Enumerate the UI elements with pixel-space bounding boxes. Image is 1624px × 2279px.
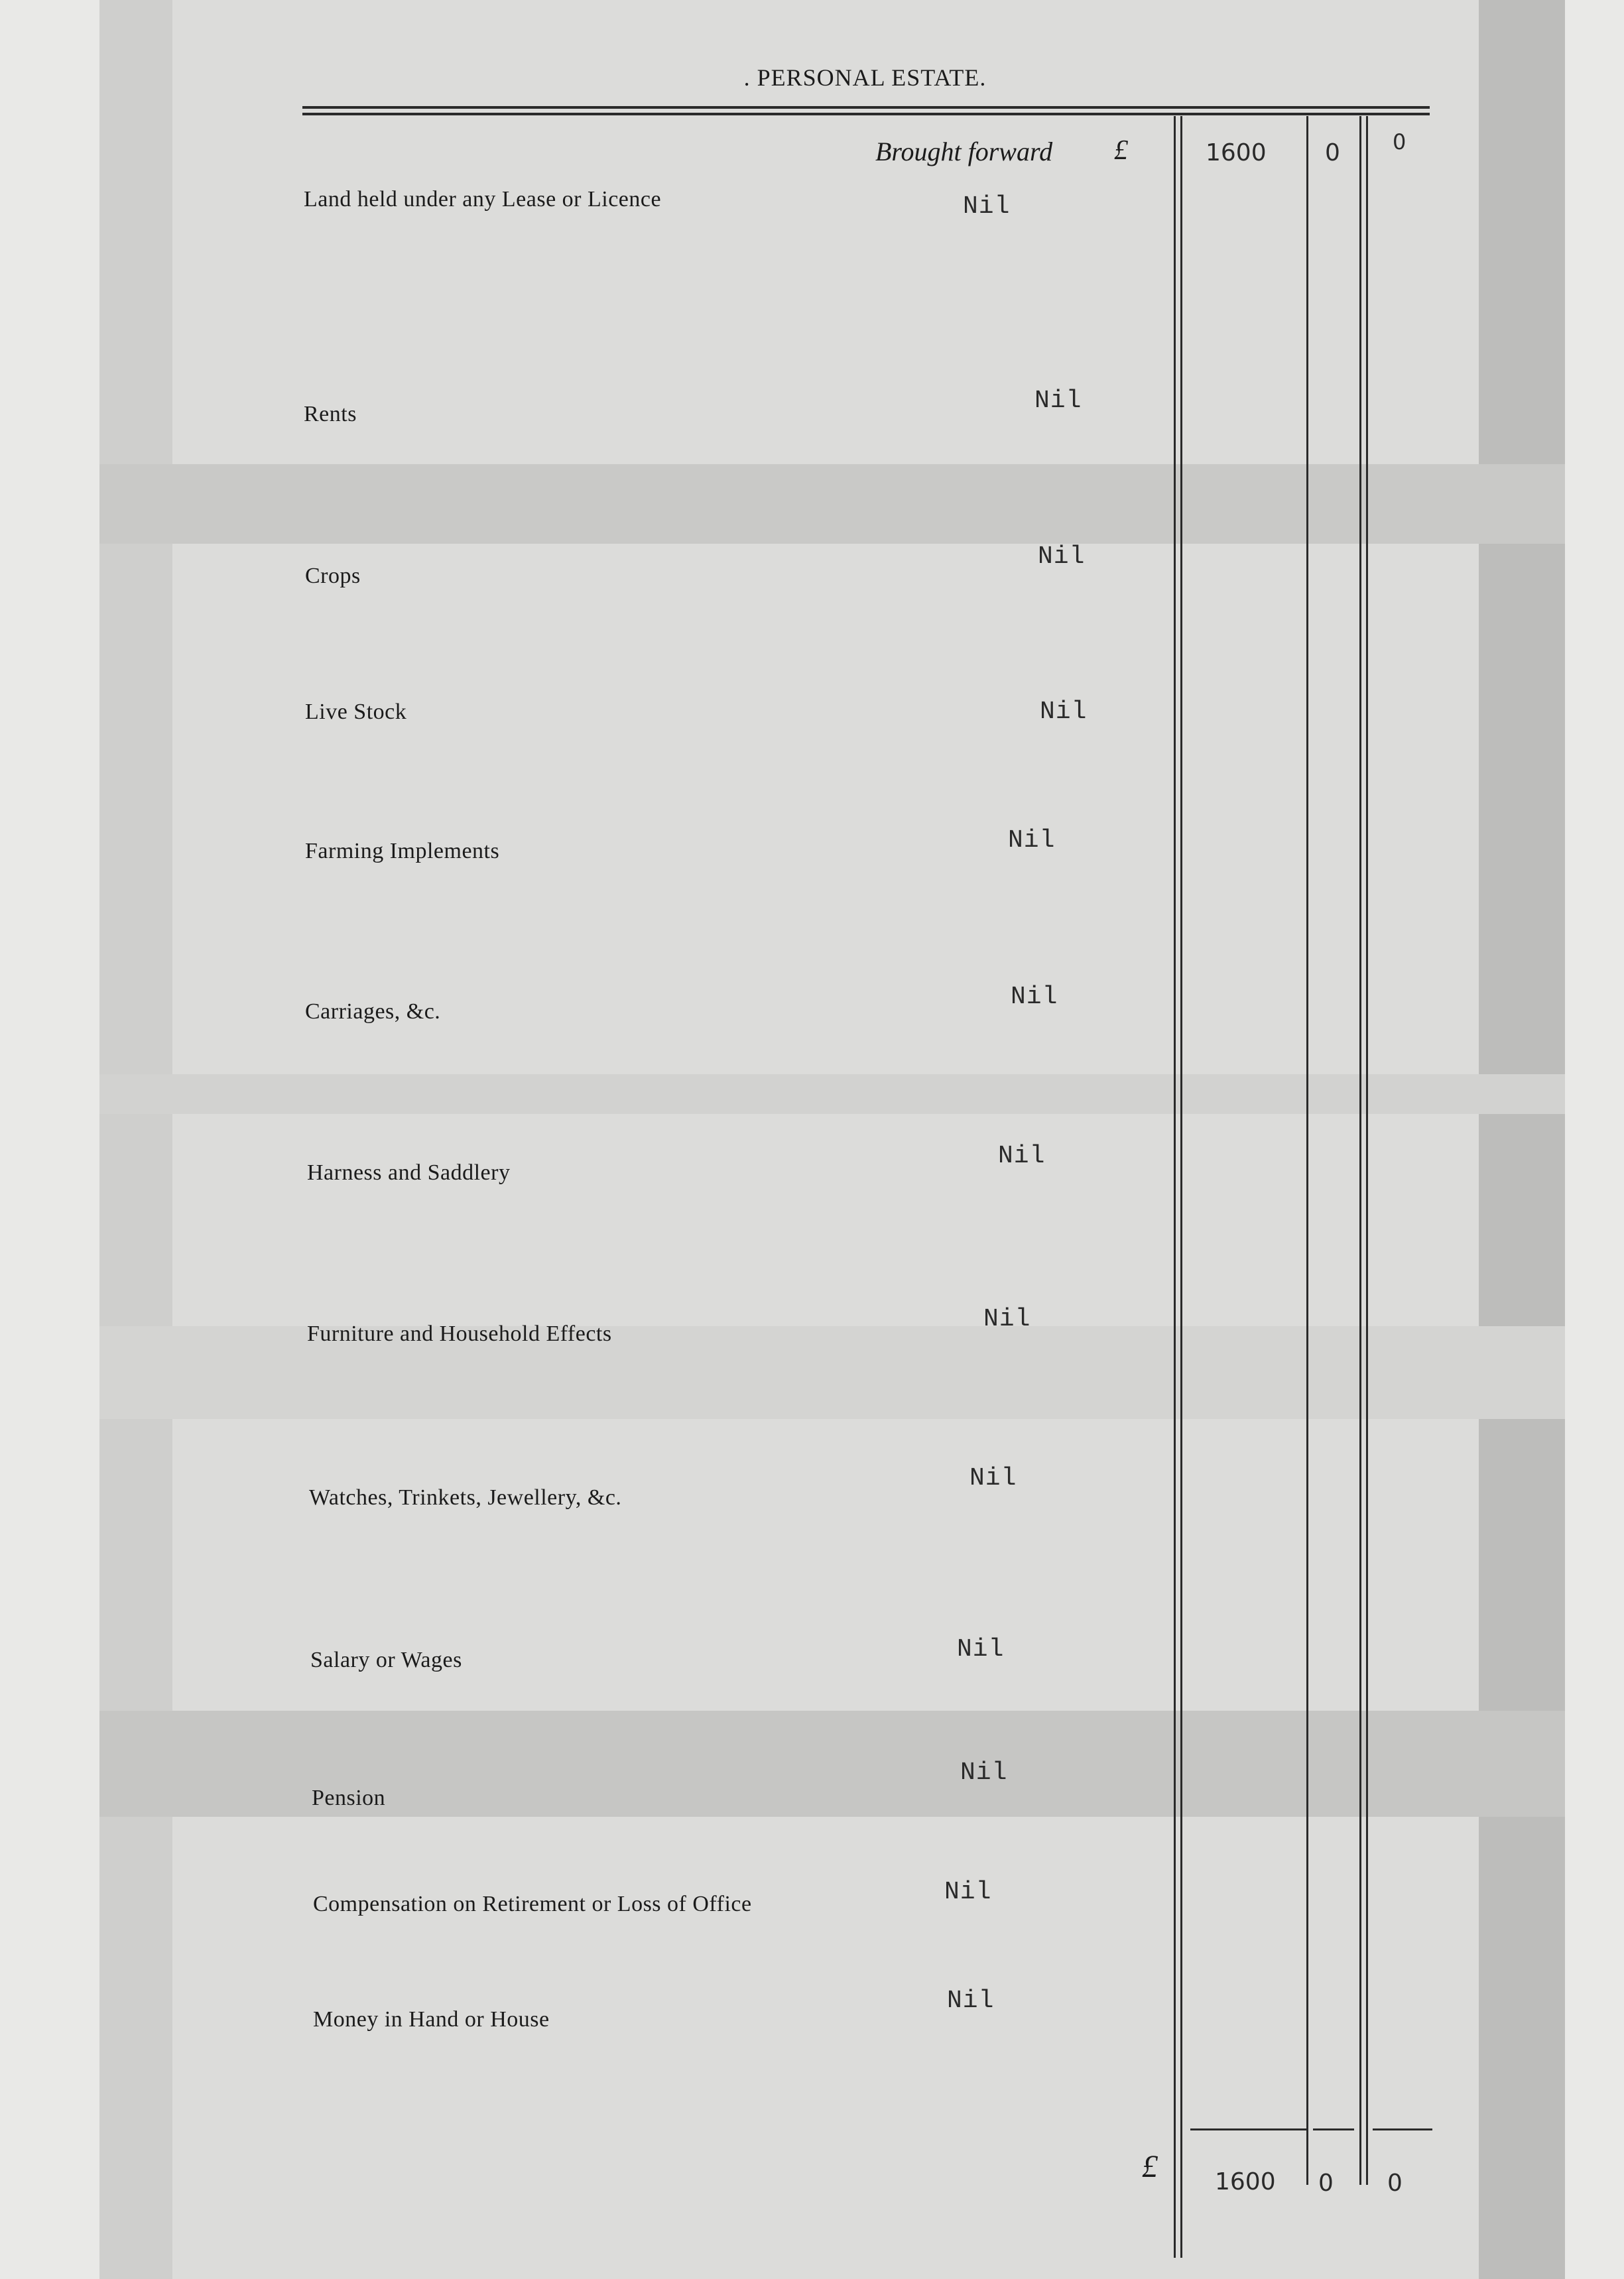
item-value: Nil bbox=[957, 1635, 1005, 1664]
item-label: Pension bbox=[312, 1786, 386, 1810]
item-value: Nil bbox=[960, 1758, 1008, 1787]
item-value: Nil bbox=[1034, 387, 1082, 415]
total-currency: £ bbox=[1142, 2149, 1158, 2184]
total-pence: 0 bbox=[1387, 2170, 1403, 2197]
total-rule bbox=[1313, 2128, 1354, 2130]
item-value: Nil bbox=[1038, 542, 1086, 571]
item-label: Crops bbox=[305, 564, 361, 588]
item-label: Farming Implements bbox=[305, 839, 500, 863]
header-rule bbox=[302, 106, 1430, 109]
brought-forward-shillings: 0 bbox=[1325, 139, 1340, 166]
total-rule bbox=[1190, 2128, 1306, 2130]
item-value: Nil bbox=[944, 1878, 992, 1906]
item-value: Nil bbox=[1011, 983, 1058, 1011]
header-rule bbox=[302, 113, 1430, 115]
item-value: Nil bbox=[983, 1305, 1031, 1333]
total-shillings: 0 bbox=[1318, 2170, 1334, 2197]
scan-band bbox=[99, 1074, 1565, 1114]
column-rule bbox=[1180, 116, 1182, 2258]
document-page bbox=[99, 0, 1565, 2279]
brought-forward-pounds: 1600 bbox=[1206, 139, 1267, 166]
item-label: Land held under any Lease or Licence bbox=[304, 187, 662, 212]
item-value: Nil bbox=[1008, 826, 1056, 855]
total-pounds: 1600 bbox=[1215, 2168, 1276, 2195]
item-value: Nil bbox=[969, 1464, 1017, 1493]
item-value: Nil bbox=[998, 1142, 1046, 1170]
item-value: Nil bbox=[947, 1987, 995, 2015]
brought-forward-pence: 0 bbox=[1393, 129, 1406, 154]
brought-forward-label: Brought forward bbox=[875, 137, 1053, 166]
item-label: Harness and Saddlery bbox=[307, 1160, 511, 1185]
page-shadow-right bbox=[1479, 0, 1565, 2279]
total-rule bbox=[1373, 2128, 1432, 2130]
item-label: Money in Hand or House bbox=[313, 2007, 550, 2032]
item-label: Furniture and Household Effects bbox=[307, 1322, 612, 1346]
page-shadow-left bbox=[99, 0, 172, 2279]
item-label: Rents bbox=[304, 402, 357, 426]
item-label: Compensation on Retirement or Loss of Office bbox=[313, 1892, 752, 1916]
item-value: Nil bbox=[1040, 698, 1088, 726]
item-label: Carriages, &c. bbox=[305, 999, 441, 1024]
column-rule bbox=[1306, 116, 1308, 2185]
scan-band bbox=[99, 464, 1565, 544]
column-rule bbox=[1366, 116, 1368, 2185]
brought-forward-currency: £ bbox=[1114, 135, 1128, 166]
item-label: Watches, Trinkets, Jewellery, &c. bbox=[309, 1485, 622, 1510]
item-value: Nil bbox=[963, 192, 1011, 221]
item-label: Salary or Wages bbox=[310, 1648, 462, 1672]
item-label: Live Stock bbox=[305, 700, 407, 724]
column-rule bbox=[1174, 116, 1176, 2258]
column-rule bbox=[1359, 116, 1361, 2185]
page-title: . PERSONAL ESTATE. bbox=[743, 64, 987, 91]
